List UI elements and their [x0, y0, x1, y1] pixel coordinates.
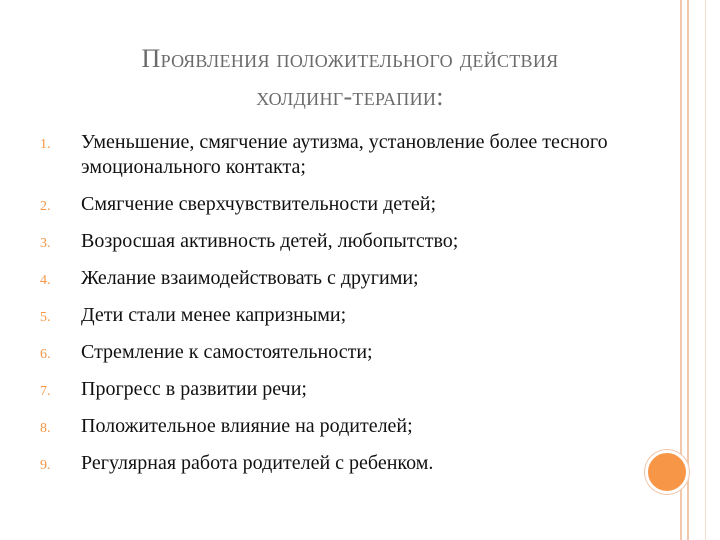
list-item-text: Положительное влияние на родителей; [81, 415, 413, 437]
list-item-number: 1. [40, 137, 51, 152]
list-item-number: 9. [40, 458, 51, 473]
list-item [40, 192, 640, 217]
list-item-text: Прогресс в развитии речи; [81, 378, 307, 400]
list-item [40, 340, 640, 365]
decorative-rule-middle [687, 0, 689, 540]
list-item-text: Дети стали менее капризными; [81, 304, 347, 326]
list-item [40, 266, 640, 291]
accent-circle-icon [645, 450, 689, 494]
list-item-text: Стремление к самостоятельности; [81, 341, 373, 363]
slide-title [30, 40, 670, 116]
decorative-rule-right [705, 0, 706, 540]
list-item-number: 5. [40, 310, 51, 325]
list-item-text: Желание взаимодействовать с другими; [81, 267, 419, 289]
list-item-number: 3. [40, 236, 51, 251]
list-item-text: Регулярная работа родителей с ребенком. [81, 452, 434, 474]
list-item-number: 6. [40, 347, 51, 362]
list-item [40, 451, 640, 476]
list-item [40, 130, 640, 180]
list-item [40, 414, 640, 439]
list-item-text: Смягчение сверхчувствительности детей; [81, 193, 437, 215]
list-item-text: Возросшая активность детей, любопытство; [81, 230, 459, 252]
list-item [40, 303, 640, 328]
list-item-number: 2. [40, 199, 51, 214]
list-item [40, 229, 640, 254]
list-item-number: 8. [40, 421, 51, 436]
title-line-2: холдинг-терапии: [256, 82, 444, 111]
list-item-text: Уменьшение, смягчение аутизма, установление более тесного эмоционального контакта; [81, 131, 608, 178]
title-line-1: Проявления положительного действия [141, 44, 559, 73]
list-item-number: 7. [40, 384, 51, 399]
list-item-number: 4. [40, 273, 51, 288]
effects-list [40, 130, 640, 488]
list-item [40, 377, 640, 402]
